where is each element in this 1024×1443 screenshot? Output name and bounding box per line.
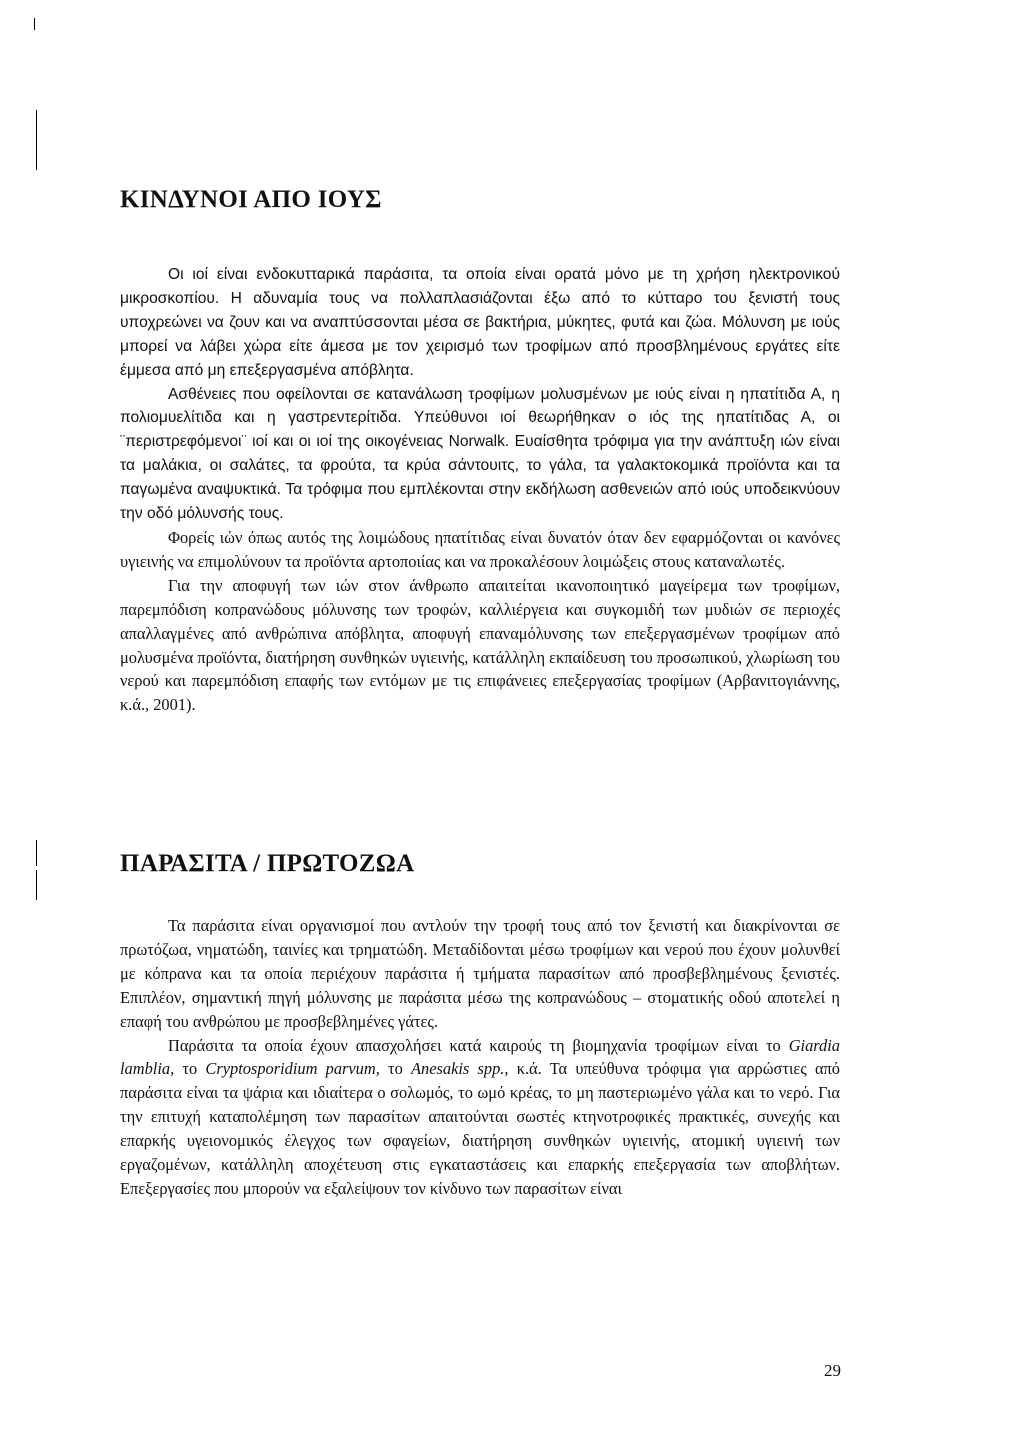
scan-edge-line [36,840,37,866]
section-heading-parasites: ΠΑΡΑΣΙΤΑ / ΠΡΩΤΟΖΩΑ [120,850,415,877]
section-heading-viruses: ΚΙΝΔΥΝΟΙ ΑΠΟ ΙΟΥΣ [120,186,382,213]
sans-text-group [120,263,840,526]
text-run: το [379,1059,412,1079]
scan-edge-line [34,18,35,30]
paragraph: Ασθένειες που οφείλονται σε κατανάλωση τροφίμων μολυσμένων με ιούς είναι η ηπατίτιδα Α, η πολιομυελίτιδα και η γαστρεντερίτιδα. Υπεύθυνοι ιοί θεωρήθηκαν ο ιός της ηπατίτιδας Α, οι ¨περιστρεφόμενοι¨ ιοί και οι ιοί της οικογένειας Norwalk. Ευαίσθητα τρόφιμα για την ανάπτυξη ιών είναι τα μαλάκια, οι σαλάτες, τα φρούτα, τα κρύα σάντουιτς, το γάλα, τα γαλακτοκομικά προϊόντα και τα παγωμένα αναψυκτικά. Τα τρόφιμα που εμπλέκονται στην εκδήλωση ασθενειών από ιούς υποδεικνύουν την οδό μόλυνσής τους. [120,385,840,523]
page-number: 29 [824,1361,841,1380]
scan-edge-line [36,870,37,900]
section-body-parasites [120,914,840,1201]
text-run: Παράσιτα τα οποία έχουν απασχολήσει κατά καιρούς τη βιομηχανία τροφίμων είναι το [168,1035,789,1055]
section-body-viruses [120,263,840,717]
paragraph: Οι ιοί είναι ενδοκυτταρικά παράσιτα, τα οποία είναι ορατά μόνο με τη χρήση ηλεκτρονικού μικροσκοπίου. Η αδυναμία τους να πολλαπλασιάζονται έξω από το κύτταρο του ξενιστή τους υποχρεώνει να ζουν και να αναπτύσσονται μέσα σε βακτήρια, μύκητες, φυτά και ζώα. Μόλυνση με ιούς μπορεί να λάβει χώρα είτε άμεσα με τον χειρισμό των τροφίμων από προσβλημένους εργάτες είτε έμμεσα από μη επεξεργασμένα απόβλητα. [120,266,840,379]
text-run: το [174,1059,206,1079]
organism-name: Anesakis spp., [411,1059,509,1079]
paragraph: Τα παράσιτα είναι οργανισμοί που αντλούν την τροφή τους από τον ξενιστή και διακρίνονται σε πρωτόζωα, νηματώδη, ταινίες και τρηματώδη. Μεταδίδονται μέσω τροφίμων και νερού που έχουν μολυνθεί με κόπρανα και τα οποία περιέχουν παράσιτα ή τμήματα παρασίτων από προσβεβλημένους ξενιστές. Επιπλέον, σημαντική πηγή μόλυνσης με παράσιτα μέσω της κοπρανώδους – στοματικής οδού αποτελεί η επαφή του ανθρώπου με προσβεβλημένες γάτες. [120,916,840,1031]
serif-text-group [120,526,840,717]
scan-edge-line [36,110,37,170]
organism-name: Cryptosporidium parvum, [205,1059,380,1079]
paragraph [120,1034,840,1201]
organism-name: Giardia lamblia, [120,1035,840,1079]
text-run: κ.ά. Τα υπεύθυνα τρόφιμα για αρρώστιες από παράσιτα είναι τα ψάρια και ιδιαίτερα ο σολωμός, το ωμό κρέας, το μη παστεριωμένο γάλα και το νερό. Για την επιτυχή καταπολέμηση των παρασίτων απαιτούνται σωστές κτηνοτροφικές πρακτικές, συνεχής και επαρκής υγειονομικός έλεγχος των σφαγείων, διατήρηση συνθηκών υγιεινής, ατομική υγιεινή των εργαζομένων, κατάλληλη αποχέτευση στις εγκαταστάσεις και επαρκής επεξεργασία των αποβλήτων. Επεξεργασίες που μπορούν να εξαλείψουν τον κίνδυνο των παρασίτων είναι [120,1059,840,1198]
paragraph: Για την αποφυγή των ιών στον άνθρωπο απαιτείται ικανοποιητικό μαγείρεμα των τροφίμων, παρεμπόδιση κοπρανώδους μόλυνσης των τροφών, καλλιέργεια και συγκομιδή των μυδιών σε περιοχές απαλλαγμένες από ανθρώπινα απόβλητα, αποφυγή επαναμόλυνσης των επεξεργασμένων τροφίμων από μολυσμένα προϊόντα, διατήρηση συνθηκών υγιεινής, κατάλληλη εκπαίδευση του προσωπικού, χλωρίωση του νερού και παρεμπόδιση επαφής των εντόμων με τις επιφάνειες επεξεργασίας τροφίμων (Αρβανιτογιάννης, κ.ά., 2001). [120,575,840,715]
paragraph: Φορείς ιών όπως αυτός της λοιμώδους ηπατίτιδας είναι δυνατόν όταν δεν εφαρμόζονται οι κανόνες υγιεινής να επιμολύνουν τα προϊόντα αρτοποιίας και να προκαλέσουν λοιμώξεις στους καταναλωτές. [120,527,840,571]
